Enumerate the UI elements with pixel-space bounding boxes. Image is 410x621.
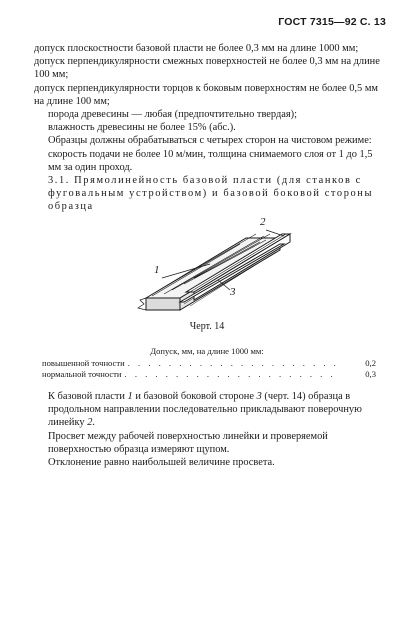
tolerance-row (42, 369, 380, 380)
ref-number: 1 (127, 391, 133, 403)
text-run: (черт. 14) образца в продольном направлении последовательно прикладывают поверочную линейку (48, 391, 362, 429)
tolerance-heading: Допуск, мм, на длине 1000 мм: (150, 345, 264, 356)
paragraph: Отклонение равно наибольшей величине просвета. (48, 457, 275, 469)
leader-dots: . . . . . . . . . . . . . . . . . . . . . (127, 358, 339, 369)
ref-number: 3 (256, 391, 262, 403)
figure-caption: Черт. 14 (189, 320, 225, 332)
page-header: ГОСТ 7315—92 С. 13 (278, 16, 386, 28)
document-body (34, 42, 380, 469)
tolerance-label: нормальной точности (42, 369, 122, 380)
leader-dots: . . . . . . . . . . . . . . . . . . . . . (124, 369, 336, 380)
figure-label-2: 2 (260, 215, 266, 228)
tolerance-row (42, 358, 380, 369)
text-line: допуск перпендикулярности смежных поверхностей не более 0,3 мм на длине 100 мм; (34, 56, 380, 81)
text-line: влажность древесины не более 15% (абс.). (48, 122, 236, 134)
figure-label-3: 3 (230, 285, 236, 298)
paragraph: Образцы должны обрабатываться с четырех сторон на чистовом режиме: скорость подачи не более 10 м/мин, толщина снимаемого слоя от 1 до 1,5 мм за один проход. (48, 135, 373, 173)
text-run: К базовой пласти (48, 391, 128, 403)
tolerance-value: 0,3 (365, 369, 376, 380)
tolerance-value: 0,2 (365, 358, 376, 369)
paragraph (34, 390, 380, 430)
figure-label-1: 1 (154, 263, 160, 276)
sample-with-ruler-drawing (34, 220, 380, 312)
figure-14 (34, 215, 380, 312)
text-run: и базовой боковой стороне (132, 391, 257, 403)
section-heading: 3.1. Прямолинейность базовой пласти (для станков с фуговальным устройством) и базовой боковой стороны образца (48, 175, 374, 213)
paragraph: Просвет между рабочей поверхностью линейки и проверяемой поверхностью образца измеряют щупом. (48, 430, 328, 455)
text-run: . (92, 417, 95, 429)
tolerance-label: повышенной точности (42, 358, 125, 369)
text-line: порода древесины — любая (предпочтительно твердая); (48, 109, 297, 121)
ref-number: 2 (87, 417, 93, 429)
text-line: допуск перпендикулярности торцов к боковым поверхностям не более 0,5 мм на длине 100 мм; (34, 82, 378, 107)
text-line: допуск плоскостности базовой пласти не более 0,3 мм на длине 1000 мм; (34, 43, 359, 54)
